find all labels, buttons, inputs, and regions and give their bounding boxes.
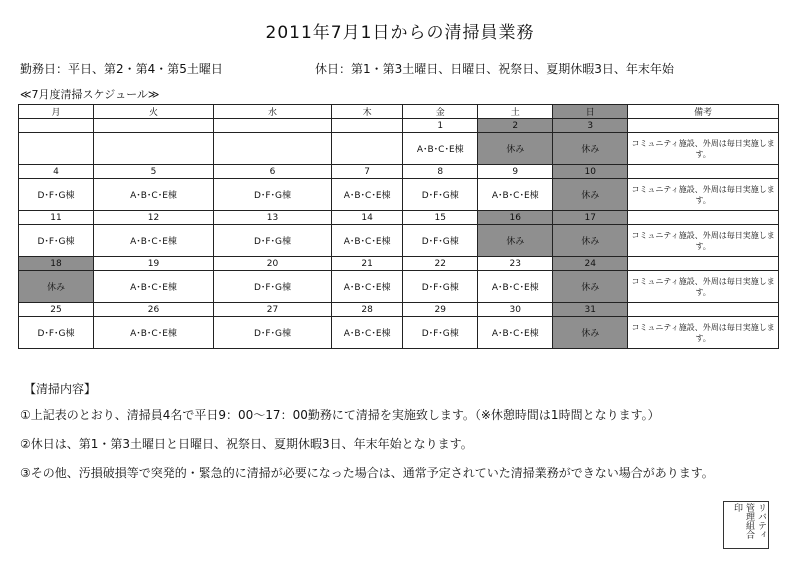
assignment-cell: 休み [19,271,94,303]
assignment-cell: D･F･G棟 [214,179,332,211]
date-cell: 4 [19,165,94,179]
date-cell: 13 [214,211,332,225]
assignment-cell: A･B･C･E棟 [94,317,214,349]
holidays-text: 休日：第1・第3土曜日、日曜日、祝祭日、夏期休暇3日、年末年始 [315,62,674,76]
date-cell: 16 [478,211,553,225]
assignment-cell: A･B･C･E棟 [478,317,553,349]
note-cell: コミュニティ施設、外周は毎日実施します。 [628,225,779,257]
col-header-sat: 土 [478,105,553,119]
content-point-1: ①上記表のとおり、清掃員4名で平日9：00～17：00勤務にて清掃を実施致します。（※休憩時間は1時間となります。） [20,408,660,422]
note-spacer [628,165,779,179]
assignment-row [19,271,779,303]
assignment-row [19,317,779,349]
assignment-cell: 休み [478,225,553,257]
date-cell: 20 [214,257,332,271]
assignment-cell: A･B･C･E棟 [332,179,403,211]
schedule-label: ≪7月度清掃スケジュール≫ [20,88,160,101]
content-point-2: ②休日は、第1・第3土曜日と日曜日、祝祭日、夏期休暇3日、年末年始となります。 [20,437,473,451]
assignment-cell [214,133,332,165]
date-cell: 18 [19,257,94,271]
note-cell: コミュニティ施設、外周は毎日実施します。 [628,133,779,165]
date-row [19,165,779,179]
assignment-cell: D･F･G棟 [214,225,332,257]
assignment-cell: D･F･G棟 [19,179,94,211]
assignment-cell: 休み [478,133,553,165]
content-point-3: ③その他、汚損破損等で突発的・緊急的に清掃が必要になった場合は、通常予定されていた清掃業務ができない場合があります。 [20,466,714,480]
assignment-cell [94,133,214,165]
assignment-cell: 休み [553,225,628,257]
date-cell [19,119,94,133]
assignment-cell: D･F･G棟 [403,317,478,349]
date-cell [94,119,214,133]
date-cell: 5 [94,165,214,179]
assignment-cell: A･B･C･E棟 [94,225,214,257]
assignment-cell: 休み [553,179,628,211]
content-heading: 【清掃内容】 [24,382,97,396]
date-row [19,119,779,133]
assignment-cell: D･F･G棟 [403,225,478,257]
col-header-sun: 日 [553,105,628,119]
assignment-row [19,179,779,211]
assignment-cell: D･F･G棟 [19,225,94,257]
assignment-cell: D･F･G棟 [403,179,478,211]
date-cell: 14 [332,211,403,225]
assignment-cell: A･B･C･E棟 [478,271,553,303]
date-cell: 31 [553,303,628,317]
page-title: 2011年7月1日からの清掃員業務 [265,23,535,43]
assignment-cell: D･F･G棟 [19,317,94,349]
assignment-cell: A･B･C･E棟 [94,271,214,303]
assignment-cell [332,133,403,165]
date-cell: 22 [403,257,478,271]
date-cell [332,119,403,133]
assignment-cell: A･B･C･E棟 [94,179,214,211]
date-cell: 29 [403,303,478,317]
col-header-notes: 備考 [628,105,779,119]
col-header-wed: 水 [214,105,332,119]
date-cell: 28 [332,303,403,317]
note-spacer [628,257,779,271]
date-cell [214,119,332,133]
assignment-cell: 休み [553,317,628,349]
assignment-cell: D･F･G棟 [214,317,332,349]
assignment-cell: 休み [553,133,628,165]
date-cell: 10 [553,165,628,179]
date-cell: 24 [553,257,628,271]
assignment-cell: A･B･C･E棟 [478,179,553,211]
date-cell: 11 [19,211,94,225]
date-cell: 6 [214,165,332,179]
date-cell: 19 [94,257,214,271]
assignment-cell: D･F･G棟 [403,271,478,303]
assignment-cell: A･B･C･E棟 [332,225,403,257]
note-spacer [628,119,779,133]
col-header-thu: 木 [332,105,403,119]
date-cell: 17 [553,211,628,225]
date-cell: 27 [214,303,332,317]
assignment-cell: 休み [553,271,628,303]
date-cell: 12 [94,211,214,225]
date-cell: 7 [332,165,403,179]
date-cell: 25 [19,303,94,317]
date-cell: 21 [332,257,403,271]
assignment-cell: D･F･G棟 [214,271,332,303]
date-row [19,303,779,317]
assignment-cell: A･B･C･E棟 [332,271,403,303]
assignment-row [19,225,779,257]
assignment-cell: A･B･C･E棟 [332,317,403,349]
date-row [19,211,779,225]
note-cell: コミュニティ施設、外周は毎日実施します。 [628,317,779,349]
date-cell: 1 [403,119,478,133]
date-cell: 2 [478,119,553,133]
date-row [19,257,779,271]
association-seal: リバティ管理組合印 [723,501,769,549]
date-cell: 15 [403,211,478,225]
workdays-text: 勤務日：平日、第2・第4・第5土曜日 [20,62,223,76]
col-header-mon: 月 [19,105,94,119]
note-cell: コミュニティ施設、外周は毎日実施します。 [628,271,779,303]
col-header-fri: 金 [403,105,478,119]
date-cell: 23 [478,257,553,271]
note-spacer [628,211,779,225]
schedule-table [18,104,779,349]
assignment-cell [19,133,94,165]
header-row [19,105,779,119]
date-cell: 8 [403,165,478,179]
note-spacer [628,303,779,317]
date-cell: 30 [478,303,553,317]
assignment-cell: A･B･C･E棟 [403,133,478,165]
assignment-row [19,133,779,165]
date-cell: 3 [553,119,628,133]
date-cell: 9 [478,165,553,179]
col-header-tue: 火 [94,105,214,119]
note-cell: コミュニティ施設、外周は毎日実施します。 [628,179,779,211]
date-cell: 26 [94,303,214,317]
